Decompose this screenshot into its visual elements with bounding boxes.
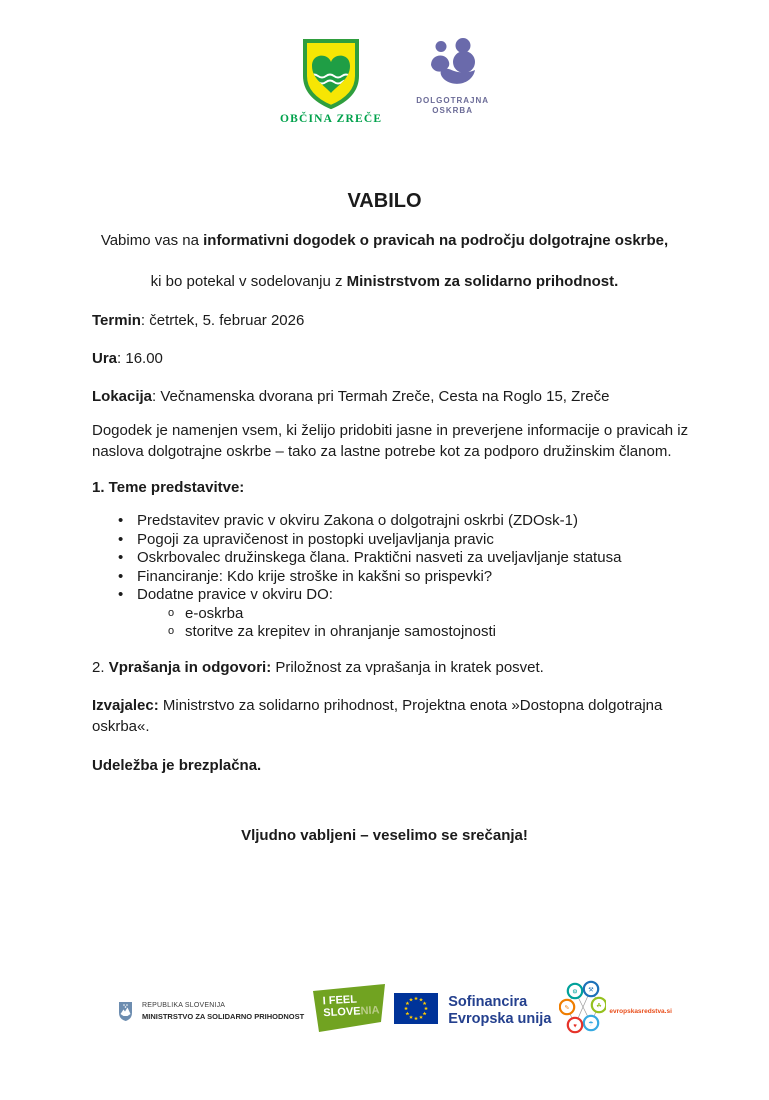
document-body — [0, 190, 769, 846]
i-feel-slovenia-icon — [311, 984, 385, 1032]
list-item: o e-oskrba — [92, 605, 699, 624]
intro2-regular: ki bo potekal v sodelovanju z — [150, 273, 347, 290]
footer-logos — [118, 978, 672, 1044]
izvajalec-paragraph — [0, 695, 769, 737]
subtopics-list — [0, 605, 769, 642]
svg-text:✎: ✎ — [564, 1005, 570, 1011]
list-item: • Dodatne pravice v okviru DO: — [92, 586, 699, 605]
ura-value: : 16.00 — [117, 350, 163, 367]
detail-ura — [0, 348, 769, 369]
lokacija-label: Lokacija — [92, 388, 153, 405]
ministry-logo — [118, 1001, 304, 1022]
ministry-text — [142, 1001, 304, 1021]
eu-funds-circles-icon — [559, 980, 606, 1037]
intro-paragraph-1 — [0, 230, 769, 251]
izvajalec-value: Ministrstvo za solidarno prihodnost, Projektna enota »Dostopna dolgotrajna oskrba«. — [92, 696, 663, 735]
obcina-zrece-shield-icon — [300, 38, 362, 110]
svg-text:⚒: ⚒ — [588, 987, 595, 993]
list-item: o storitve za krepitev in ohranjanje samostojnosti — [92, 623, 699, 642]
do-caption-line2: OSKRBA — [432, 106, 473, 115]
section1-heading: 1. Teme predstavitve: — [92, 479, 245, 496]
dolgotrajna-oskrba-logo — [416, 38, 489, 116]
intro1-regular: Vabimo vas na — [100, 232, 204, 249]
ministry-line2: MINISTRSTVO ZA SOLIDARNO PRIHODNOST — [142, 1012, 305, 1021]
intro2-bold: Ministrstvom za solidarno prihodnost. — [346, 273, 619, 290]
detail-termin — [0, 310, 769, 331]
section2-rest: Priložnost za vprašanja in kratek posvet. — [271, 658, 544, 676]
section2-bold: Vprašanja in odgovori: — [108, 658, 272, 676]
svg-text:I FEEL: I FEEL — [322, 993, 358, 1008]
header-logos — [0, 38, 769, 126]
eu-flag — [394, 993, 438, 1030]
eu-funds-site-text: evropskasredstva.si — [609, 1007, 672, 1015]
svg-text:♥: ♥ — [573, 1023, 578, 1029]
dolgotrajna-oskrba-figures-icon — [425, 38, 481, 90]
cofinance-line1: Sofinancira — [448, 993, 528, 1010]
termin-value: : četrtek, 5. februar 2026 — [140, 312, 305, 329]
closing-line: Vljudno vabljeni – veselimo se srečanja! — [241, 826, 528, 844]
free-attendance-note: Udeležba je brezplačna. — [92, 756, 262, 774]
detail-lokacija — [0, 386, 769, 407]
termin-label: Termin — [92, 312, 141, 329]
izvajalec-label: Izvajalec: — [92, 696, 159, 714]
intro-paragraph-2 — [0, 271, 769, 292]
description-paragraph: Dogodek je namenjen vsem, ki želijo pridobiti jasne in preverjene informacije o pravicah iz naslova dolgotrajne oskrbe – tako za lastne potrebe kot za podporo družinskim članom. — [92, 422, 689, 460]
svg-text:SLOVENIA: SLOVENIA — [323, 1004, 381, 1020]
slovenia-coat-of-arms-icon — [118, 1001, 133, 1022]
i-feel-slovenia-logo — [311, 984, 385, 1038]
svg-text:☘: ☘ — [596, 1003, 603, 1009]
lokacija-value: : Večnamenska dvorana pri Termah Zreče, Cesta na Roglo 15, Zreče — [152, 388, 610, 405]
list-item: • Pogoji za upravičenost in postopki uveljavljanja pravic — [92, 531, 699, 550]
svg-text:☂: ☂ — [588, 1021, 595, 1027]
topics-list — [0, 512, 769, 605]
eu-flag-icon — [394, 993, 438, 1024]
section2-number: 2. — [92, 658, 109, 676]
obcina-zrece-caption: OBČINA ZREČE — [279, 113, 383, 125]
cofinance-line2: Evropska unija — [448, 1011, 552, 1027]
list-item: • Oskrbovalec družinskega člana. Praktični nasveti za uveljavljanje statusa — [92, 549, 699, 568]
ura-label: Ura — [92, 350, 118, 367]
list-item: • Predstavitev pravic v okviru Zakona o dolgotrajni oskrbi (ZDOsk-1) — [92, 512, 699, 531]
svg-text:⚙: ⚙ — [572, 989, 579, 995]
ministry-line1: REPUBLIKA SLOVENIJA — [142, 1002, 226, 1009]
eu-funds-logo — [559, 980, 606, 1043]
dolgotrajna-oskrba-caption — [416, 96, 489, 116]
list-item: • Financiranje: Kdo krije stroške in kakšni so prispevki? — [92, 568, 699, 587]
section2-paragraph — [0, 657, 769, 678]
intro1-bold: informativni dogodek o pravicah na področju dolgotrajne oskrbe, — [203, 232, 669, 249]
page-title: VABILO — [347, 190, 422, 212]
do-caption-line1: DOLGOTRAJNA — [416, 96, 490, 105]
obcina-zrece-logo — [280, 38, 382, 126]
cofinance-text — [448, 994, 551, 1029]
